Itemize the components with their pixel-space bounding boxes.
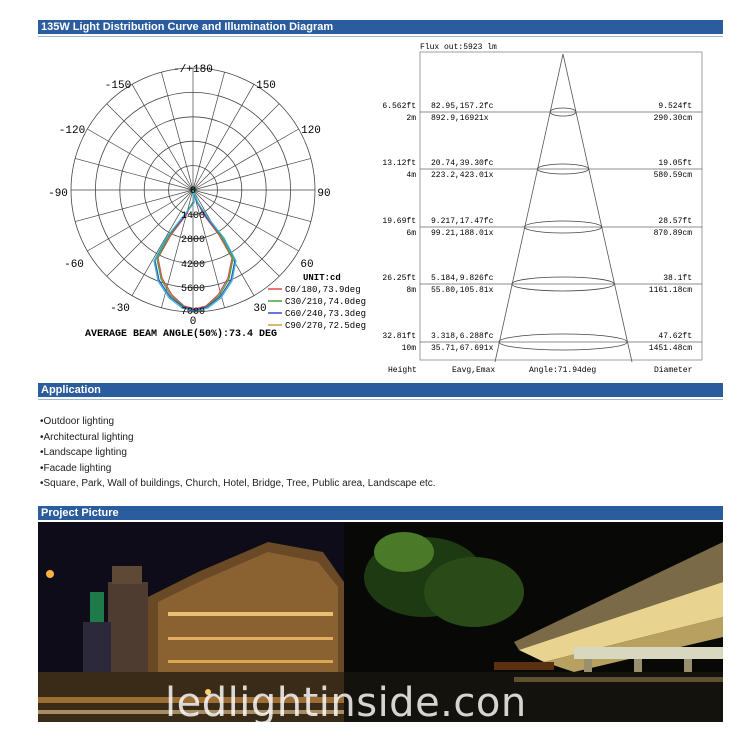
row-diameter-cm: 580.59cm xyxy=(653,171,692,180)
angle-label-minus-90: -90 xyxy=(48,188,68,200)
average-beam-angle: AVERAGE BEAM ANGLE(50%):73.4 DEG xyxy=(85,329,278,340)
angle-label-150: 150 xyxy=(256,80,276,92)
footer-eavg-emax: Eavg,Emax xyxy=(452,366,496,375)
row-illuminance-lx: 892.9,16921x xyxy=(431,114,489,123)
row-diameter-ft: 28.57ft xyxy=(658,217,692,226)
angle-label-minus-120: -120 xyxy=(58,125,86,137)
row-illuminance-lx: 223.2,423.01x xyxy=(431,171,494,180)
cone-left-edge xyxy=(495,54,563,362)
row-illuminance-fc: 5.184,9.826fc xyxy=(431,274,494,283)
angle-label-60: 60 xyxy=(300,259,314,271)
legend-entry-c30: C30/210,74.0deg xyxy=(285,297,367,307)
row-height-m: 4m xyxy=(406,171,416,180)
application-item: • Square, Park, Wall of buildings, Church, Hotel, Bridge, Tree, Public area, Landscape etc. xyxy=(40,476,436,492)
footer-angle: Angle:71.94deg xyxy=(529,366,597,375)
angle-label-180: -/+180 xyxy=(173,64,213,76)
row-illuminance-fc: 9.217,17.47fc xyxy=(431,217,494,226)
row-height-m: 10m xyxy=(401,344,416,353)
row-height-m: 6m xyxy=(406,229,416,238)
cone-right-edge xyxy=(563,54,632,362)
row-diameter-ft: 9.524ft xyxy=(658,102,692,111)
angle-label-120: 120 xyxy=(301,125,321,137)
row-illuminance-lx: 35.71,67.691x xyxy=(431,344,494,353)
radial-label-2800: 2800 xyxy=(180,235,206,246)
flux-out-label: Flux out:5923 lm xyxy=(420,43,497,52)
row-illuminance-fc: 3.318,6.288fc xyxy=(431,332,494,341)
row-diameter-cm: 1161.18cm xyxy=(648,286,692,295)
row-height-ft: 13.12ft xyxy=(382,159,416,168)
angle-label-minus-60: -60 xyxy=(64,259,84,271)
radial-label-0: 0 xyxy=(189,186,197,197)
illumination-frame xyxy=(420,52,702,360)
section-header-application xyxy=(38,383,723,397)
row-illuminance-lx: 99.21,188.01x xyxy=(431,229,494,238)
row-height-ft: 6.562ft xyxy=(382,102,416,111)
application-item: • Outdoor lighting xyxy=(40,414,436,430)
angle-label-30: 30 xyxy=(253,303,267,315)
row-diameter-ft: 19.05ft xyxy=(658,159,692,168)
row-illuminance-lx: 55.80,105.81x xyxy=(431,286,494,295)
application-item: • Architectural lighting xyxy=(40,430,436,446)
section-title: Application xyxy=(41,384,101,396)
legend-entry-c90: C90/270,72.5deg xyxy=(285,321,367,331)
row-height-m: 2m xyxy=(406,114,416,123)
legend-entry-c0: C0/180,73.9deg xyxy=(285,285,361,295)
section-header-project-picture xyxy=(38,506,723,520)
application-list xyxy=(40,414,436,492)
radial-label-1400: 1400 xyxy=(180,211,206,222)
angle-label-90: 90 xyxy=(317,188,331,200)
row-diameter-cm: 1451.48cm xyxy=(648,344,692,353)
row-height-ft: 19.69ft xyxy=(382,217,416,226)
application-item: • Facade lighting xyxy=(40,461,436,477)
row-height-ft: 26.25ft xyxy=(382,274,416,283)
unit-label: UNIT:cd xyxy=(303,273,341,283)
legend-entry-c60: C60/240,73.3deg xyxy=(285,309,367,319)
row-diameter-cm: 290.30cm xyxy=(653,114,692,123)
application-item: • Landscape lighting xyxy=(40,445,436,461)
row-diameter-cm: 870.89cm xyxy=(653,229,692,238)
row-height-m: 8m xyxy=(406,286,416,295)
footer-diameter: Diameter xyxy=(654,366,693,375)
radial-label-4200: 4200 xyxy=(180,260,206,271)
row-height-ft: 32.81ft xyxy=(382,332,416,341)
row-diameter-ft: 38.1ft xyxy=(663,274,692,283)
row-diameter-ft: 47.62ft xyxy=(658,332,692,341)
watermark-text: ledlightinside.con xyxy=(165,680,527,726)
angle-label-minus-30: -30 xyxy=(110,303,130,315)
illumination-rows xyxy=(382,102,702,353)
row-illuminance-fc: 82.95,157.2fc xyxy=(431,102,494,111)
row-illuminance-fc: 20.74,39.30fc xyxy=(431,159,494,168)
angle-label-minus-150: -150 xyxy=(104,80,132,92)
radial-label-5600: 5600 xyxy=(180,284,206,295)
section-title: Project Picture xyxy=(41,507,119,519)
angle-label-0: 0 xyxy=(189,316,197,328)
footer-height: Height xyxy=(388,366,417,375)
radial-label-7000: 7000 xyxy=(180,307,206,318)
section-title: 135W Light Distribution Curve and Illumination Diagram xyxy=(41,21,334,33)
